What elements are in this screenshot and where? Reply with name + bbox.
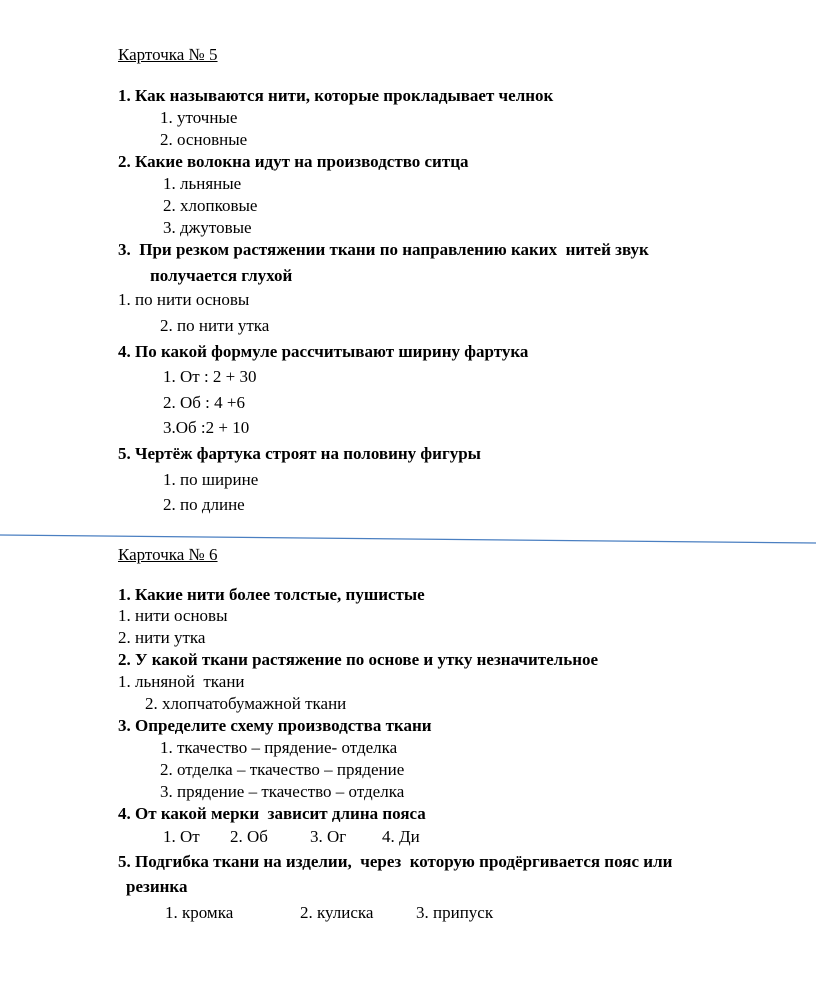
- card6-q1-answer-2: 2. нити утка: [118, 628, 206, 647]
- card6-q4-answer-4: 4. Ди: [382, 827, 420, 846]
- card5-q1-answer-1: 1. уточные: [160, 108, 238, 127]
- card6-title: Карточка № 6: [118, 545, 218, 564]
- card5-q5-answer-2: 2. по длине: [163, 495, 245, 514]
- card5-q3-answer-2: 2. по нити утка: [160, 316, 270, 335]
- card5-q4-answer-2: 2. Об : 4 +6: [163, 393, 245, 412]
- card6-question-1: 1. Какие нити более толстые, пушистые: [118, 585, 425, 604]
- card5-question-2: 2. Какие волокна идут на производство ситца: [118, 152, 469, 171]
- card-divider: [0, 533, 816, 545]
- card6-q5-answer-2: 2. кулиска: [300, 903, 374, 922]
- card6-question-4: 4. От какой мерки зависит длина пояса: [118, 804, 426, 823]
- card5-question-1: 1. Как называются нити, которые прокладывает челнок: [118, 86, 554, 105]
- card6-q2-answer-1: 1. льняной ткани: [118, 672, 245, 691]
- card6-question-3: 3. Определите схему производства ткани: [118, 716, 432, 735]
- card6-q1-answer-1: 1. нити основы: [118, 606, 228, 625]
- card6-q3-answer-2: 2. отделка – ткачество – прядение: [160, 760, 405, 779]
- card6-question-5: 5. Подгибка ткани на изделии, через которую продёргивается пояс или: [118, 852, 673, 871]
- card5-q2-answer-2: 2. хлопковые: [163, 196, 258, 215]
- card5-q1-answer-2: 2. основные: [160, 130, 248, 149]
- card5-question-3: 3. При резком растяжении ткани по направлению каких нитей звук: [118, 240, 649, 259]
- card6-q4-answer-1: 1. От: [163, 827, 200, 846]
- card6-q5-answer-3: 3. припуск: [416, 903, 494, 922]
- card6-question-2: 2. У какой ткани растяжение по основе и утку незначительное: [118, 650, 599, 669]
- card5-q5-answer-1: 1. по ширине: [163, 470, 259, 489]
- card5-title: Карточка № 5: [118, 45, 218, 64]
- card6-q5-answer-1: 1. кромка: [165, 903, 234, 922]
- card5-q2-answer-1: 1. льняные: [163, 174, 242, 193]
- card6-q4-answer-2: 2. Об: [230, 827, 268, 846]
- card6-q3-answer-3: 3. прядение – ткачество – отделка: [160, 782, 405, 801]
- card5-question-5: 5. Чертёж фартука строят на половину фигуры: [118, 444, 481, 463]
- card5-q4-answer-1: 1. От : 2 + 30: [163, 367, 257, 386]
- card5-question-3-continued: получается глухой: [150, 266, 293, 285]
- card5-question-4: 4. По какой формуле рассчитывают ширину фартука: [118, 342, 529, 361]
- card5-q2-answer-3: 3. джутовые: [163, 218, 252, 237]
- card6-q2-answer-2: 2. хлопчатобумажной ткани: [145, 694, 347, 713]
- card5-q4-answer-3: 3.Об :2 + 10: [163, 418, 250, 437]
- card6-question-5-continued: резинка: [126, 877, 188, 896]
- card6-q4-answer-3: 3. Ог: [310, 827, 347, 846]
- card6-q3-answer-1: 1. ткачество – прядение- отделка: [160, 738, 398, 757]
- card5-q3-answer-1: 1. по нити основы: [118, 290, 250, 309]
